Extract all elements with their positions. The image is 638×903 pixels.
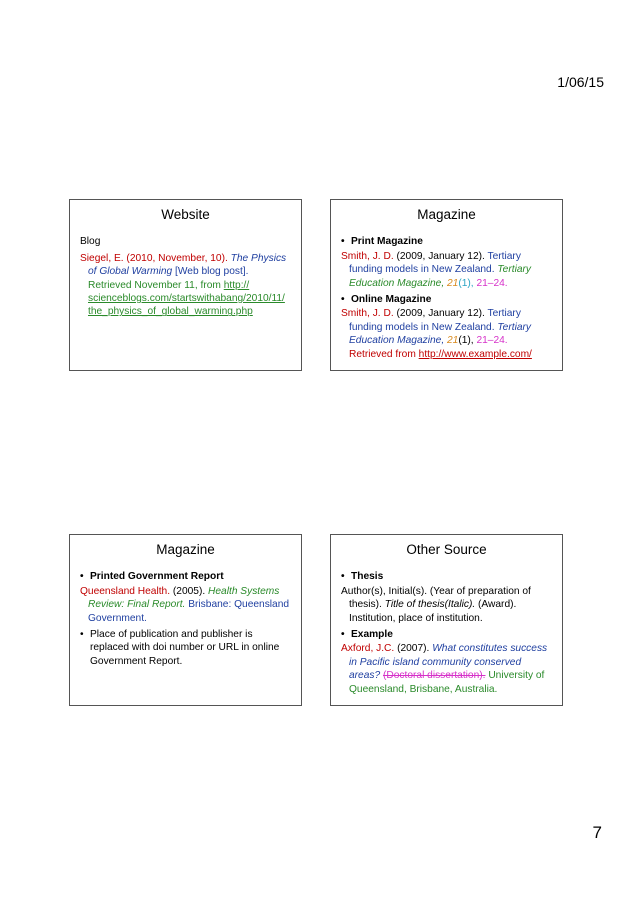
- ref-title: Tertiary funding models in New Zealand.: [349, 308, 521, 333]
- ref-url-link[interactable]: http:// scienceblogs.com/startswithabang/2010/11/ the_physics_of_global_warming.php: [88, 279, 285, 318]
- ref-url-link[interactable]: http://www.example.com/: [418, 348, 532, 360]
- ref-date: (2005).: [172, 585, 206, 597]
- ref-journal: Tertiary Education Magazine,: [349, 264, 531, 289]
- government-report-reference: [80, 585, 291, 625]
- slide-title: Magazine: [417, 207, 476, 222]
- ref-date: (2009, January 12).: [396, 308, 485, 320]
- ref-journal: Tertiary Education Magazine,: [349, 321, 531, 347]
- template-award-institution: (Award). Institution, place of institution.: [349, 599, 517, 624]
- ref-type: [Web blog post].: [175, 266, 249, 278]
- ref-publisher: Brisbane: Queensland Government.: [88, 599, 290, 624]
- ref-author: Smith, J. D.: [341, 250, 394, 262]
- slide-other-source: [330, 534, 563, 706]
- ref-pages: 21–24.: [476, 277, 508, 289]
- ref-institution: University of Queensland, Brisbane, Australia.: [349, 670, 545, 695]
- ref-title: What constitutes success in Pacific island community conserved areas?: [349, 643, 548, 682]
- bullet-online-note: • Place of publication and publisher is replaced with doi number or URL in online Government Report.: [80, 628, 291, 668]
- template-author-year: Author(s), Initial(s). (Year of preparation of thesis).: [341, 585, 531, 611]
- ref-author: Siegel, E. (2010, November, 10).: [80, 252, 228, 264]
- ref-author: Queensland Health.: [80, 585, 171, 597]
- template-title: Title of thesis(Italic).: [384, 599, 476, 611]
- blog-reference: [80, 252, 291, 319]
- source-label: Blog: [80, 236, 101, 248]
- slide-government-report: [69, 534, 302, 706]
- bullet-thesis: • Thesis: [341, 570, 552, 583]
- thesis-template: [341, 585, 552, 625]
- bullet-print-magazine: • Print Magazine: [341, 235, 552, 248]
- slide-title: Website: [161, 207, 210, 222]
- slide-website: [69, 199, 302, 371]
- page-date: 1/06/15: [557, 74, 604, 90]
- online-magazine-reference: [341, 307, 552, 361]
- ref-retrieved: Retrieved November 11, from: [88, 279, 221, 291]
- page-number: 7: [592, 823, 602, 842]
- slide-magazine: [330, 199, 563, 371]
- ref-date: (2009, January 12).: [396, 250, 485, 262]
- slide-title: Other Source: [406, 542, 487, 557]
- bullet-example: • Example: [341, 628, 552, 641]
- print-magazine-reference: [341, 250, 552, 290]
- ref-type: (Doctoral dissertation).: [383, 670, 486, 682]
- ref-author: Smith, J. D.: [341, 308, 394, 320]
- ref-issue: (1),: [458, 277, 474, 289]
- thesis-example-reference: [341, 642, 552, 696]
- ref-volume: 21: [447, 277, 459, 289]
- slide-title: Magazine: [156, 542, 215, 557]
- ref-volume: 21: [447, 335, 459, 347]
- ref-title: Health Systems Review: Final Report.: [88, 585, 280, 611]
- ref-retrieved: Retrieved from: [349, 348, 416, 360]
- ref-title: The Physics of Global Warming: [88, 252, 287, 278]
- bullet-online-magazine: • Online Magazine: [341, 293, 552, 306]
- ref-pages: 21–24.: [476, 335, 508, 347]
- ref-date: (2007).: [397, 643, 430, 655]
- bullet-printed-government-report: • Printed Government Report: [80, 570, 291, 583]
- ref-issue: (1),: [458, 335, 474, 347]
- ref-title: Tertiary funding models in New Zealand.: [349, 250, 521, 276]
- ref-author: Axford, J.C.: [341, 643, 395, 655]
